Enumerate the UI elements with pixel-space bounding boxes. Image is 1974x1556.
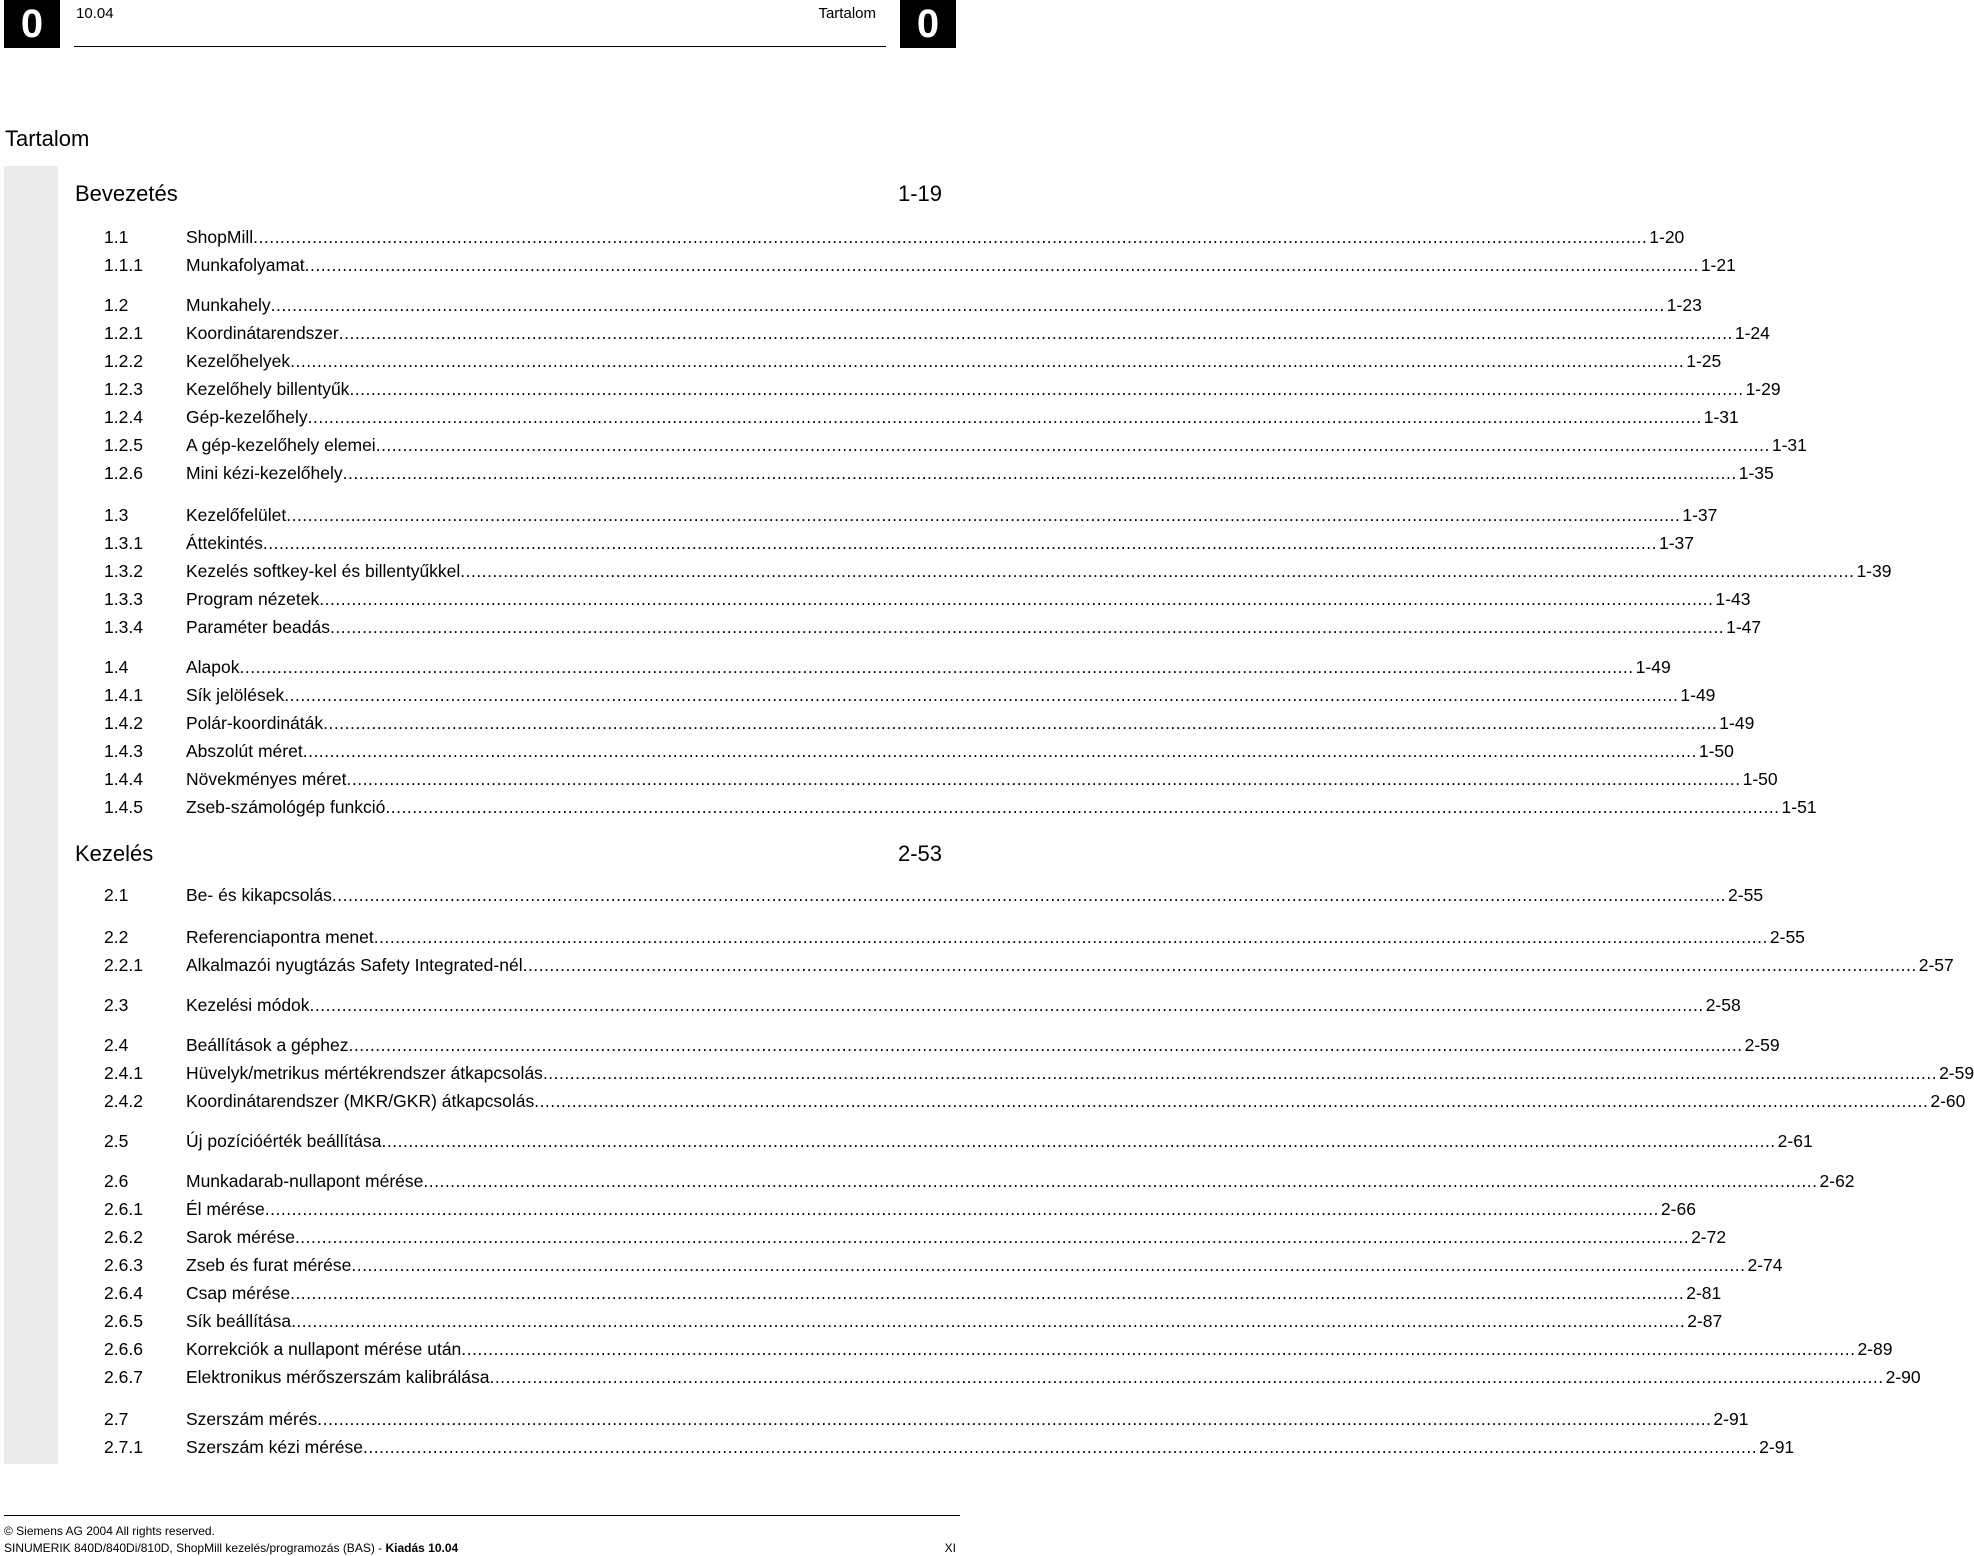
toc-entry-title: Kezelés softkey-kel és billentyűkkel xyxy=(186,561,461,581)
toc-entry-number: 1.2.3 xyxy=(104,379,143,399)
toc-entry-number: 1.4.4 xyxy=(104,769,143,789)
toc-entry-number: 2.7 xyxy=(104,1409,129,1429)
toc-entry[interactable] xyxy=(104,1408,1749,1430)
dot-leader: .................................................................................................................................................................................................................................................................... xyxy=(348,1035,1743,1055)
toc-entry-title: Koordinátarendszer (MKR/GKR) átkapcsolás xyxy=(186,1091,535,1111)
toc-entry[interactable] xyxy=(104,1254,1783,1276)
toc-entry[interactable] xyxy=(104,560,1892,582)
toc-entry-page: 2-59 xyxy=(1744,1035,1780,1055)
footer-page-number: XI xyxy=(944,1541,956,1555)
dot-leader: .................................................................................................................................................................................................................................................................... xyxy=(286,505,1681,525)
toc-entry-title: Új pozícióérték beállítása xyxy=(186,1131,382,1151)
footer-product xyxy=(4,1541,458,1555)
toc-entry[interactable] xyxy=(104,926,1805,948)
toc-entry-page: 1-31 xyxy=(1703,407,1739,427)
dot-leader: .................................................................................................................................................................................................................................................................... xyxy=(270,295,1665,315)
header-date: 10.04 xyxy=(76,5,114,22)
toc-entry-title: Kezelőhelyek xyxy=(186,351,291,371)
dot-leader: .................................................................................................................................................................................................................................................................... xyxy=(534,1091,1929,1111)
toc-entry-title: Sík beállítása xyxy=(186,1311,292,1331)
dot-leader: .................................................................................................................................................................................................................................................................... xyxy=(291,1311,1686,1331)
dot-leader: .................................................................................................................................................................................................................................................................... xyxy=(323,713,1718,733)
toc-entry[interactable] xyxy=(104,1130,1813,1152)
toc-entry-number: 1.4.5 xyxy=(104,797,143,817)
toc-entry-page: 2-72 xyxy=(1691,1227,1727,1247)
toc-entry-page: 2-66 xyxy=(1660,1199,1696,1219)
footer-product-name: SINUMERIK 840D/840Di/810D, ShopMill kezelés/programozás (BAS) - xyxy=(4,1541,386,1555)
toc-entry-number: 2.6.5 xyxy=(104,1311,143,1331)
dot-leader: .................................................................................................................................................................................................................................................................... xyxy=(304,255,1699,275)
toc-entry-title: Áttekintés xyxy=(186,533,263,553)
toc-entry-number: 2.6.2 xyxy=(104,1227,143,1247)
chapter-heading[interactable] xyxy=(75,840,942,868)
toc-entry-title: Kezelőhely billentyűk xyxy=(186,379,350,399)
dot-leader: .................................................................................................................................................................................................................................................................... xyxy=(461,1339,1856,1359)
toc-entry-title: Szerszám kézi mérése xyxy=(186,1437,363,1457)
toc-entry-title: Mini kézi-kezelőhely xyxy=(186,463,343,483)
toc-entry-number: 2.6.6 xyxy=(104,1339,143,1359)
toc-entry[interactable] xyxy=(104,462,1774,484)
toc-entry-title: Kezelési módok xyxy=(186,995,310,1015)
toc-entry[interactable] xyxy=(104,434,1807,456)
toc-entry-title: Csap mérése xyxy=(186,1283,291,1303)
toc-entry-page: 1-35 xyxy=(1738,463,1774,483)
toc-entry-page: 2-89 xyxy=(1857,1339,1893,1359)
dot-leader: .................................................................................................................................................................................................................................................................... xyxy=(307,407,1702,427)
dot-leader: .................................................................................................................................................................................................................................................................... xyxy=(423,1171,1818,1191)
toc-entry-number: 2.4 xyxy=(104,1035,129,1055)
toc-entry[interactable] xyxy=(104,504,1718,526)
toc-entry-number: 1.2.1 xyxy=(104,323,143,343)
toc-entry-page: 1-21 xyxy=(1700,255,1736,275)
toc-entry-title: Polár-koordináták xyxy=(186,713,324,733)
toc-entry-title: Növekményes méret xyxy=(186,769,347,789)
dot-leader: .................................................................................................................................................................................................................................................................... xyxy=(262,533,1657,553)
toc-entry-number: 1.2.4 xyxy=(104,407,143,427)
toc-entry-page: 1-49 xyxy=(1719,713,1755,733)
toc-entry[interactable] xyxy=(104,254,1736,276)
toc-entry[interactable] xyxy=(104,1366,1921,1388)
toc-entry-page: 2-55 xyxy=(1728,885,1764,905)
toc-entry-number: 1.2 xyxy=(104,295,129,315)
toc-entry[interactable] xyxy=(104,616,1762,638)
toc-entry[interactable] xyxy=(104,378,1781,400)
toc-entry-number: 1.3.2 xyxy=(104,561,143,581)
toc-entry-number: 1.4 xyxy=(104,657,129,677)
dot-leader: .................................................................................................................................................................................................................................................................... xyxy=(385,797,1780,817)
dot-leader: .................................................................................................................................................................................................................................................................... xyxy=(342,463,1737,483)
toc-entry-title: Alkalmazói nyugtázás Safety Integrated-nél xyxy=(186,955,523,975)
toc-entry[interactable] xyxy=(104,1198,1696,1220)
toc-entry-page: 1-31 xyxy=(1771,435,1807,455)
toc-entry[interactable] xyxy=(104,1436,1795,1458)
dot-leader: .................................................................................................................................................................................................................................................................... xyxy=(522,955,1917,975)
toc-entry-number: 1.1.1 xyxy=(104,255,143,275)
toc-entry-page: 2-90 xyxy=(1885,1367,1921,1387)
toc-entry-page: 1-43 xyxy=(1715,589,1751,609)
toc-entry-title: Beállítások a géphez xyxy=(186,1035,349,1055)
toc-entry-title: Be- és kikapcsolás xyxy=(186,885,332,905)
toc-entry-page: 1-37 xyxy=(1682,505,1718,525)
toc-entry-number: 2.5 xyxy=(104,1131,129,1151)
toc-entry-page: 2-60 xyxy=(1930,1091,1966,1111)
toc-entry-page: 2-62 xyxy=(1819,1171,1855,1191)
toc-entry-number: 2.1 xyxy=(104,885,129,905)
header-section-title: Tartalom xyxy=(818,5,876,22)
toc-entry-page: 1-50 xyxy=(1698,741,1734,761)
toc-entry-title: Korrekciók a nullapont mérése után xyxy=(186,1339,462,1359)
toc-entry-page: 1-47 xyxy=(1726,617,1762,637)
footer-copyright: © Siemens AG 2004 All rights reserved. xyxy=(4,1524,215,1538)
toc-entry-title: Sarok mérése xyxy=(186,1227,295,1247)
dot-leader: .................................................................................................................................................................................................................................................................... xyxy=(381,1131,1776,1151)
toc-entry-title: Munkadarab-nullapont mérése xyxy=(186,1171,424,1191)
toc-entry-page: 1-49 xyxy=(1635,657,1671,677)
page-title: Tartalom xyxy=(5,126,90,151)
toc-entry-title: Munkahely xyxy=(186,295,271,315)
toc-entry[interactable] xyxy=(104,322,1770,344)
toc-entry[interactable] xyxy=(104,226,1685,248)
toc-entry-page: 2-59 xyxy=(1939,1063,1974,1083)
toc-entry-number: 1.3.4 xyxy=(104,617,143,637)
toc-entry-page: 1-39 xyxy=(1856,561,1892,581)
toc-entry-number: 2.6.4 xyxy=(104,1283,143,1303)
toc-entry-number: 1.3.1 xyxy=(104,533,143,553)
toc-entry-number: 1.4.1 xyxy=(104,685,143,705)
dot-leader: .................................................................................................................................................................................................................................................................... xyxy=(253,227,1648,247)
toc-entry[interactable] xyxy=(104,1226,1727,1248)
toc-entry-title: Koordinátarendszer xyxy=(186,323,339,343)
toc-entry[interactable] xyxy=(104,532,1695,554)
toc-entry[interactable] xyxy=(104,954,1954,976)
toc-entry-page: 2-87 xyxy=(1687,1311,1723,1331)
toc-entry-number: 2.6.7 xyxy=(104,1367,143,1387)
toc-entry[interactable] xyxy=(104,656,1671,678)
dot-leader: .................................................................................................................................................................................................................................................................... xyxy=(331,885,1727,905)
toc-entry-title: Alapok xyxy=(186,657,240,677)
dot-leader: .................................................................................................................................................................................................................................................................... xyxy=(351,1255,1746,1275)
toc-entry[interactable] xyxy=(104,1090,1966,1112)
toc-entry-number: 2.6.1 xyxy=(104,1199,143,1219)
toc-entry-title: Zseb-számológép funkció xyxy=(186,797,386,817)
dot-leader: .................................................................................................................................................................................................................................................................... xyxy=(542,1063,1938,1083)
chapter-marker-left: 0 xyxy=(4,0,60,48)
chapter-page: 1-19 xyxy=(897,181,942,206)
toc-entry[interactable] xyxy=(104,1310,1723,1332)
toc-entry-title: Program nézetek xyxy=(186,589,320,609)
toc-entry[interactable] xyxy=(104,712,1755,734)
toc-entry-number: 2.2 xyxy=(104,927,129,947)
toc-entry-title: Hüvelyk/metrikus mértékrendszer átkapcsolás xyxy=(186,1063,543,1083)
toc-entry-number: 1.4.2 xyxy=(104,713,143,733)
chapter-marker-right: 0 xyxy=(900,0,956,48)
toc-entry-number: 2.3 xyxy=(104,995,129,1015)
toc-entry-number: 2.6.3 xyxy=(104,1255,143,1275)
toc-entry[interactable] xyxy=(104,1282,1722,1304)
dot-leader: .................................................................................................................................................................................................................................................................... xyxy=(264,1199,1659,1219)
dot-leader: .................................................................................................................................................................................................................................................................... xyxy=(290,351,1685,371)
toc-entry-page: 1-51 xyxy=(1781,797,1817,817)
dot-leader: .................................................................................................................................................................................................................................................................... xyxy=(290,1283,1685,1303)
toc-entry-page: 1-25 xyxy=(1686,351,1722,371)
toc-entry-title: Paraméter beadás xyxy=(186,617,330,637)
toc-entry[interactable] xyxy=(104,994,1741,1016)
toc-entry-number: 1.3.3 xyxy=(104,589,143,609)
dot-leader: .................................................................................................................................................................................................................................................................... xyxy=(302,741,1697,761)
toc-entry-number: 1.2.2 xyxy=(104,351,143,371)
toc-entry[interactable] xyxy=(104,1338,1893,1360)
toc-entry-page: 2-91 xyxy=(1759,1437,1795,1457)
dot-leader: .................................................................................................................................................................................................................................................................... xyxy=(329,617,1725,637)
toc-entry-title: Gép-kezelőhely xyxy=(186,407,308,427)
toc-entry[interactable] xyxy=(104,406,1739,428)
toc-entry-number: 2.6 xyxy=(104,1171,129,1191)
toc-entry-title: Munkafolyamat xyxy=(186,255,305,275)
toc-entry[interactable] xyxy=(104,1034,1780,1056)
toc-entry[interactable] xyxy=(104,884,1764,906)
toc-entry-page: 2-57 xyxy=(1918,955,1954,975)
toc-entry-page: 1-20 xyxy=(1649,227,1685,247)
toc-entry-page: 1-24 xyxy=(1734,323,1770,343)
dot-leader: .................................................................................................................................................................................................................................................................... xyxy=(460,561,1855,581)
dot-leader: .................................................................................................................................................................................................................................................................... xyxy=(363,1437,1758,1457)
dot-leader: .................................................................................................................................................................................................................................................................... xyxy=(349,379,1744,399)
chapter-title: Bevezetés xyxy=(75,181,178,206)
toc-entry[interactable] xyxy=(104,684,1716,706)
toc-entry-number: 2.4.1 xyxy=(104,1063,143,1083)
toc-entry-number: 1.4.3 xyxy=(104,741,143,761)
toc-entry[interactable] xyxy=(104,294,1702,316)
toc-entry-number: 1.1 xyxy=(104,227,129,247)
toc-entry-page: 2-61 xyxy=(1777,1131,1813,1151)
dot-leader: .................................................................................................................................................................................................................................................................... xyxy=(346,769,1741,789)
toc-entry-page: 2-58 xyxy=(1705,995,1741,1015)
dot-leader: .................................................................................................................................................................................................................................................................... xyxy=(239,657,1634,677)
toc-entry-number: 2.4.2 xyxy=(104,1091,143,1111)
toc-entry-page: 1-50 xyxy=(1742,769,1778,789)
toc-entry-title: Kezelőfelület xyxy=(186,505,287,525)
dot-leader: .................................................................................................................................................................................................................................................................... xyxy=(375,435,1770,455)
dot-leader: .................................................................................................................................................................................................................................................................... xyxy=(317,1409,1712,1429)
toc-entry-number: 1.2.5 xyxy=(104,435,143,455)
toc-entry[interactable] xyxy=(104,796,1817,818)
toc-entry-title: Referenciapontra menet xyxy=(186,927,374,947)
toc-entry[interactable] xyxy=(104,768,1778,790)
toc-entry-page: 2-74 xyxy=(1747,1255,1783,1275)
toc-entry[interactable] xyxy=(104,1170,1855,1192)
dot-leader: .................................................................................................................................................................................................................................................................... xyxy=(319,589,1714,609)
toc-entry-page: 2-91 xyxy=(1713,1409,1749,1429)
toc-entry-page: 1-23 xyxy=(1666,295,1702,315)
toc-entry-title: Zseb és furat mérése xyxy=(186,1255,352,1275)
toc-entry-page: 1-37 xyxy=(1659,533,1695,553)
toc-entry-title: Szerszám mérés xyxy=(186,1409,318,1429)
toc-entry[interactable] xyxy=(104,740,1734,762)
toc-entry-page: 2-55 xyxy=(1769,927,1805,947)
toc-entry-number: 2.7.1 xyxy=(104,1437,143,1457)
toc-entry-page: 1-49 xyxy=(1680,685,1716,705)
dot-leader: .................................................................................................................................................................................................................................................................... xyxy=(294,1227,1690,1247)
dot-leader: .................................................................................................................................................................................................................................................................... xyxy=(489,1367,1884,1387)
footer-edition: Kiadás 10.04 xyxy=(385,1541,459,1555)
toc-entry-title: Él mérése xyxy=(186,1199,265,1219)
toc-entry-title: Sík jelölések xyxy=(186,685,285,705)
chapter-title: Kezelés xyxy=(75,841,154,866)
toc-entry-number: 2.2.1 xyxy=(104,955,143,975)
margin-band xyxy=(4,166,58,1464)
dot-leader: .................................................................................................................................................................................................................................................................... xyxy=(309,995,1704,1015)
chapter-heading[interactable] xyxy=(75,180,942,208)
chapter-page: 2-53 xyxy=(897,841,942,866)
toc-entry-title: Abszolút méret xyxy=(186,741,303,761)
toc-entry[interactable] xyxy=(104,1062,1974,1084)
toc-entry-number: 1.2.6 xyxy=(104,463,143,483)
toc-entry-title: Elektronikus mérőszerszám kalibrálása xyxy=(186,1367,490,1387)
toc-entry-number: 1.3 xyxy=(104,505,129,525)
toc-entry-page: 1-29 xyxy=(1745,379,1781,399)
toc-entry[interactable] xyxy=(104,588,1751,610)
dot-leader: .................................................................................................................................................................................................................................................................... xyxy=(338,323,1733,343)
toc-entry-title: A gép-kezelőhely elemei xyxy=(186,435,376,455)
dot-leader: .................................................................................................................................................................................................................................................................... xyxy=(284,685,1679,705)
dot-leader: .................................................................................................................................................................................................................................................................... xyxy=(373,927,1768,947)
toc-entry-page: 2-81 xyxy=(1686,1283,1722,1303)
toc-entry-title: ShopMill xyxy=(186,227,254,247)
header-rule xyxy=(74,46,886,47)
footer-rule xyxy=(4,1515,960,1516)
toc-entry[interactable] xyxy=(104,350,1722,372)
